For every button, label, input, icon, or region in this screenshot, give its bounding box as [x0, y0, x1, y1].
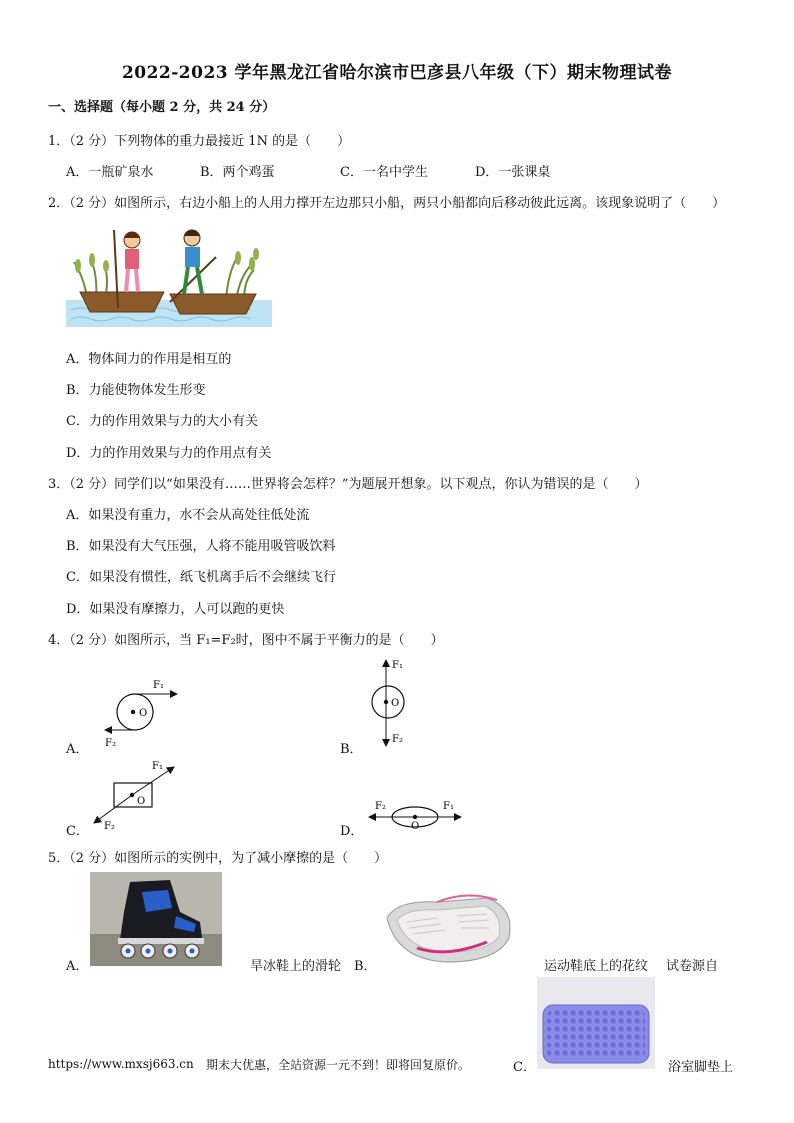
- label-f1: F₁: [153, 680, 164, 691]
- q3-option-c: C．如果没有惯性，纸飞机离手后不会继续飞行: [66, 570, 336, 585]
- q4-stem: 4．（2 分）如图所示，当 F₁=F₂时，图中不属于平衡力的是（ ）: [48, 633, 444, 648]
- bath-mat-photo: [537, 977, 655, 1069]
- q3-stem: 3．（2 分）同学们以“如果没有……世界将会怎样？”为题展开想象。以下观点，你认为错误的是（ ）: [48, 477, 648, 492]
- q5-caption-b: 运动鞋底上的花纹: [544, 959, 649, 974]
- q4-option-a: A．: [66, 742, 89, 757]
- label-f1: F₁: [152, 761, 163, 772]
- label-o: O: [137, 796, 146, 807]
- q1-option-d: D．一张课桌: [475, 165, 551, 180]
- q1-option-c: C．一名中学生: [340, 165, 428, 180]
- sneaker-sole-photo: [377, 888, 517, 970]
- q3-option-b: B．如果没有大气压强，人将不能用吸管吸饮料: [66, 539, 336, 554]
- q2-option-c: C．力的作用效果与力的大小有关: [66, 414, 258, 429]
- label-o: O: [411, 821, 420, 832]
- q3-option-d: D．如果没有摩擦力，人可以跑的更快: [66, 602, 285, 617]
- q2-option-d: D．力的作用效果与力的作用点有关: [66, 446, 272, 461]
- q4-option-c: C．: [66, 824, 89, 839]
- footer-promo: 期末大优惠，全站资源一元不到！即将回复原价。: [206, 1058, 471, 1072]
- label-f2: F₂: [375, 801, 386, 812]
- label-f2: F₂: [392, 734, 403, 745]
- q4-option-b: B．: [340, 742, 363, 757]
- force-diagram-a: [95, 672, 190, 752]
- label-f2: F₂: [104, 821, 115, 832]
- q5-option-b: B．: [354, 959, 377, 974]
- q1-option-b: B．两个鸡蛋: [200, 165, 275, 180]
- watermark-text: 试卷源自: [666, 959, 719, 974]
- q4-option-d: D．: [340, 824, 364, 839]
- q2-option-b: B．力能使物体发生形变: [66, 383, 206, 398]
- force-diagram-b: [360, 652, 430, 752]
- label-o: O: [139, 708, 148, 719]
- label-f2: F₂: [105, 738, 116, 749]
- roller-skate-photo: [90, 872, 222, 966]
- q2-stem: 2．（2 分）如图所示，右边小船上的人用力撑开左边那只小船，两只小船都向后移动彼此远离。该现象说明了（ ）: [48, 196, 726, 211]
- q5-option-c: C．: [513, 1060, 536, 1075]
- q2-option-a: A．物体间力的作用是相互的: [66, 352, 232, 367]
- paper-title: 2022-2023 学年黑龙江省哈尔滨市巴彦县八年级（下）期末物理试卷: [121, 63, 673, 83]
- label-f1: F₁: [443, 801, 454, 812]
- q5-caption-a: 旱冰鞋上的滑轮: [250, 959, 342, 974]
- label-f1: F₁: [392, 660, 403, 671]
- footer-url[interactable]: https://www.mxsj663.cn: [48, 1057, 194, 1071]
- force-diagram-c: [88, 755, 188, 835]
- q1-stem: 1．（2 分）下列物体的重力最接近 1N 的是（ ）: [48, 134, 351, 149]
- q5-stem: 5．（2 分）如图所示的实例中，为了减小摩擦的是（ ）: [48, 851, 388, 866]
- q1-option-a: A．一瓶矿泉水: [66, 165, 154, 180]
- q5-option-a: A．: [66, 959, 89, 974]
- label-o: O: [391, 698, 400, 709]
- section-heading: 一、选择题（每小题 2 分，共 24 分）: [48, 100, 276, 115]
- q3-option-a: A．如果没有重力，水不会从高处往低处流: [66, 508, 310, 523]
- force-diagram-d: [365, 795, 465, 835]
- q5-caption-c: 浴室脚垫上: [668, 1060, 734, 1075]
- boats-illustration: [66, 222, 272, 327]
